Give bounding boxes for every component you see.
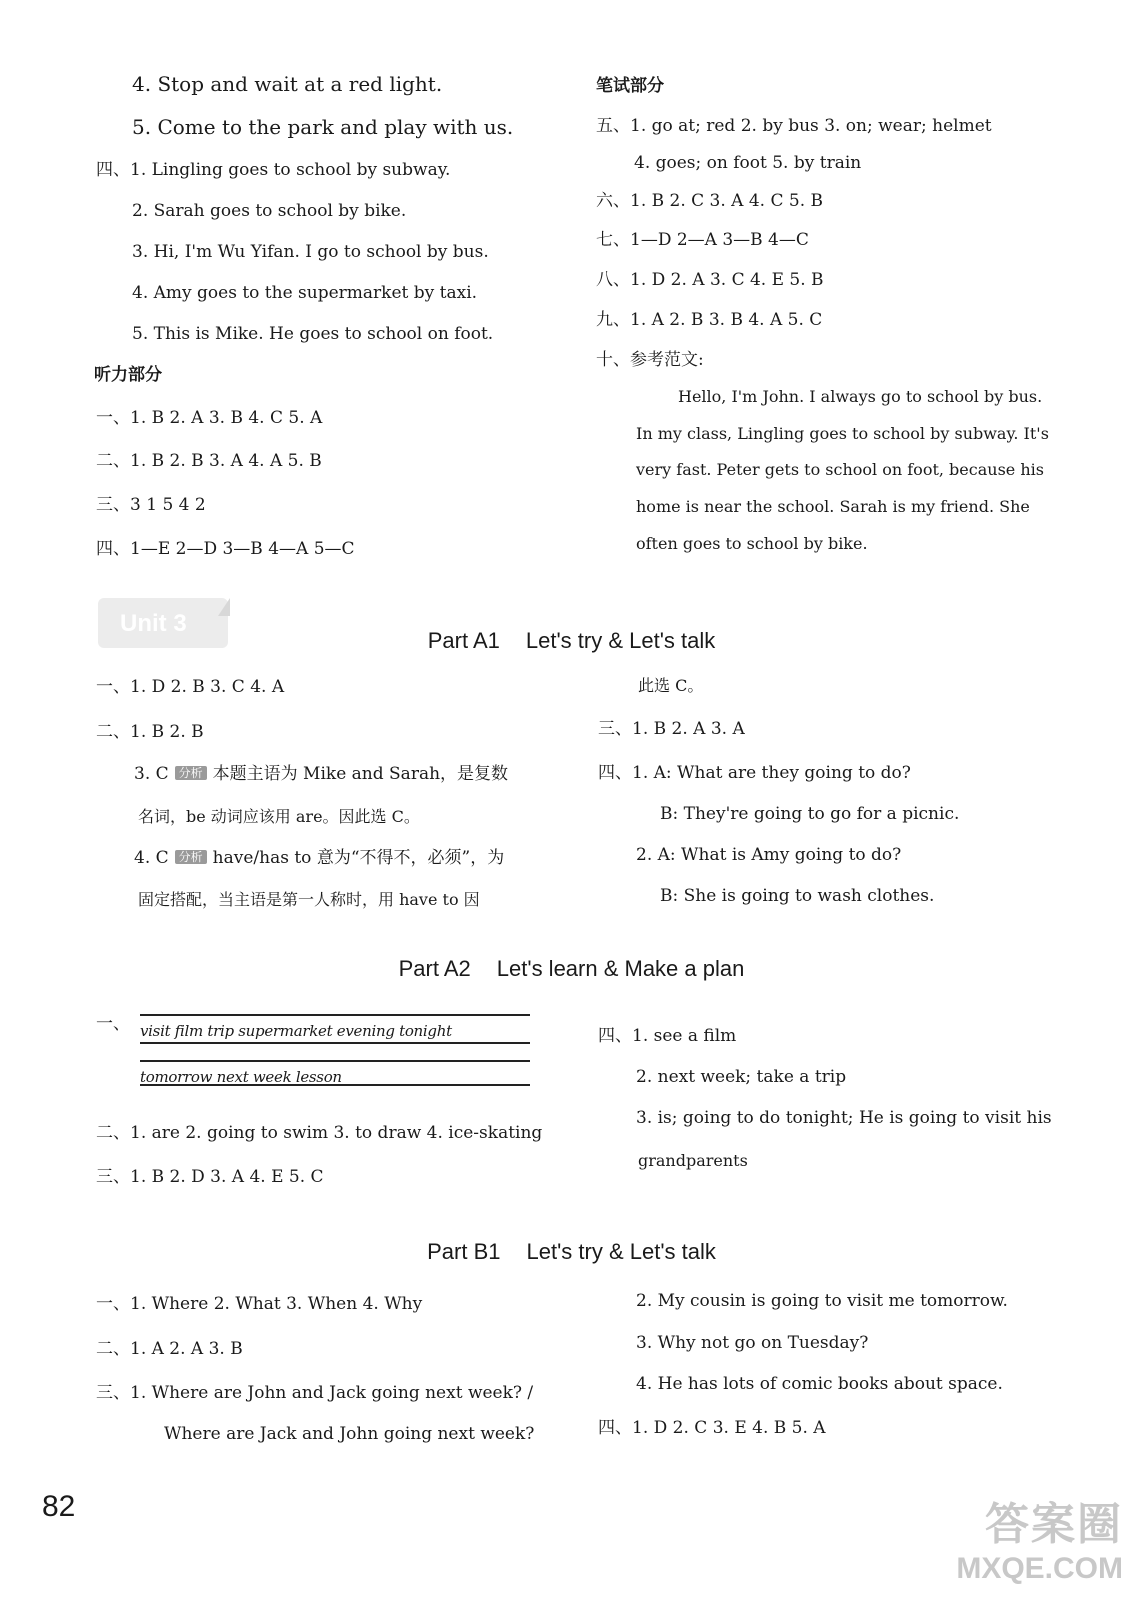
answer-line: 三、1. Where are John and Jack going next week? / (96, 1383, 534, 1403)
answer-line: 5. Come to the park and play with us. (132, 115, 514, 139)
answer-line: 5. This is Mike. He goes to school on foot. (132, 324, 494, 344)
answer-line: 八、1. D 2. A 3. C 4. E 5. B (596, 270, 824, 290)
handwriting-words: tomorrow next week lesson (140, 1068, 342, 1086)
answer-line: Where are Jack and John going next week? (164, 1424, 535, 1444)
answer-line: 三、3 1 5 4 2 (96, 495, 206, 515)
handwriting-words: visit film trip supermarket evening tonight (140, 1022, 452, 1040)
analysis-text: 固定搭配，当主语是第一人称时，用 have to 因 (138, 890, 480, 909)
watermark-text: 答案圈 (985, 1499, 1123, 1550)
essay-line: home is near the school. Sarah is my friend. She (636, 497, 1030, 516)
answer-line: 四、1—E 2—D 3—B 4—A 5—C (96, 539, 355, 559)
answer-line: 五、1. go at; red 2. by bus 3. on; wear; helmet (596, 116, 992, 136)
watermark-url: MXQE.COM (956, 1552, 1123, 1585)
answer-line: 4. Stop and wait at a red light. (132, 72, 443, 96)
answer-line: 一、1. B 2. A 3. B 4. C 5. A (96, 408, 323, 428)
writing-line (140, 1042, 530, 1044)
answer-number: 4. C (134, 848, 169, 868)
answer-number: 3. C (134, 764, 169, 784)
answer-line: B: She is going to wash clothes. (660, 886, 935, 906)
answer-line: 二、1. B 2. B 3. A 4. A 5. B (96, 451, 322, 471)
part-label: Part A1 (427, 628, 500, 653)
analysis-tag: 分析 (175, 850, 207, 864)
answer-line: 一、1. Where 2. What 3. When 4. Why (96, 1294, 423, 1314)
essay-line: often goes to school by bike. (636, 534, 868, 553)
answer-line: 四、1. D 2. C 3. E 4. B 5. A (598, 1418, 826, 1438)
answer-line: 六、1. B 2. C 3. A 4. C 5. B (596, 191, 824, 211)
answer-line: 三、1. B 2. A 3. A (598, 719, 745, 739)
answer-line: 四、1. see a film (598, 1026, 737, 1046)
watermark-logo (956, 1488, 1123, 1586)
answer-line: B: They're going to go for a picnic. (660, 804, 960, 824)
answer-line: 十、参考范文: (596, 350, 704, 370)
answer-line: 4. Amy goes to the supermarket by taxi. (132, 283, 478, 303)
answer-line: 2. Sarah goes to school by bike. (132, 201, 407, 221)
page-number: 82 (42, 1490, 76, 1523)
answer-line: 2. A: What is Amy going to do? (636, 845, 902, 865)
writing-line (140, 1060, 530, 1062)
analysis-text: 名词，be 动词应该用 are。因此选 C。 (138, 807, 420, 826)
answer-line: 3. Why not go on Tuesday? (636, 1333, 869, 1353)
answer-line (134, 850, 504, 867)
essay-line: very fast. Peter gets to school on foot, because his (636, 460, 1044, 479)
part-title: Let's try & Let's talk (525, 628, 716, 653)
answer-line (134, 766, 508, 783)
answer-line: 2. next week; take a trip (636, 1067, 847, 1087)
answer-line: 3. is; going to do tonight; He is going to visit his (636, 1108, 1052, 1128)
answer-line: 4. He has lots of comic books about space. (636, 1374, 1003, 1394)
answer-line: 七、1—D 2—A 3—B 4—C (596, 230, 809, 250)
answer-line: 九、1. A 2. B 3. B 4. A 5. C (596, 310, 823, 330)
answer-line: 4. goes; on foot 5. by train (634, 153, 862, 173)
answer-number: 一、 (96, 1014, 130, 1034)
answer-line: 四、1. Lingling goes to school by subway. (96, 160, 451, 180)
analysis-text: 此选 C。 (638, 676, 704, 695)
answer-line: 三、1. B 2. D 3. A 4. E 5. C (96, 1167, 324, 1187)
unit-badge-label: Unit 3 (120, 610, 187, 637)
part-title: Let's try & Let's talk (526, 1239, 716, 1264)
essay-line: In my class, Lingling goes to school by subway. It's (636, 424, 1049, 443)
answer-line: 四、1. A: What are they going to do? (598, 763, 911, 783)
writing-line (140, 1014, 530, 1016)
section-title-written: 笔试部分 (596, 76, 664, 96)
answer-line: grandparents (638, 1151, 748, 1170)
part-label: Part A2 (398, 956, 471, 981)
answer-line: 2. My cousin is going to visit me tomorrow. (636, 1291, 1008, 1311)
answer-line: 3. Hi, I'm Wu Yifan. I go to school by bus. (132, 242, 489, 262)
section-heading-a2 (0, 956, 1143, 982)
analysis-text: have/has to 意为“不得不，必须”，为 (212, 848, 505, 868)
analysis-tag: 分析 (175, 766, 207, 780)
answer-line: 二、1. B 2. B (96, 722, 204, 742)
essay-line: Hello, I'm John. I always go to school by bus. (678, 387, 1043, 406)
answer-line: 二、1. A 2. A 3. B (96, 1339, 243, 1359)
answer-line: 二、1. are 2. going to swim 3. to draw 4. ice-skating (96, 1123, 543, 1143)
part-title: Let's learn & Make a plan (496, 956, 745, 981)
part-label: Part B1 (427, 1239, 501, 1264)
section-title-listening: 听力部分 (94, 365, 162, 385)
section-heading-a1 (0, 628, 1143, 654)
answer-line: 一、1. D 2. B 3. C 4. A (96, 677, 285, 697)
analysis-text: 本题主语为 Mike and Sarah，是复数 (212, 764, 509, 784)
section-heading-b1 (0, 1239, 1143, 1265)
